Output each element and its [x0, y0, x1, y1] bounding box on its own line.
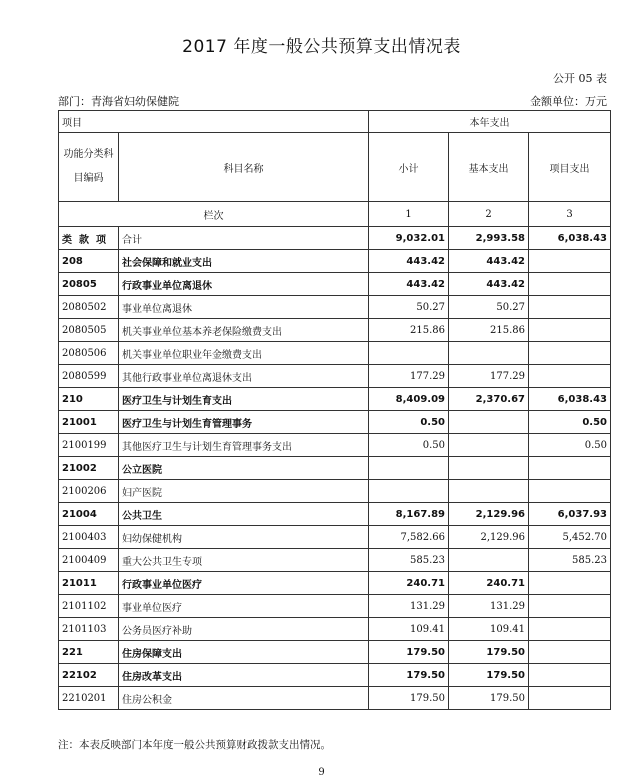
row-code: 2101102: [59, 595, 119, 618]
row-name: 公务员医疗补助: [119, 618, 369, 641]
row-name: 行政事业单位医疗: [119, 572, 369, 595]
row-project: [529, 365, 611, 388]
table-row: [59, 457, 611, 480]
column-index-2: 2: [449, 202, 529, 227]
header-basic: 基本支出: [449, 133, 529, 202]
row-basic: 179.50: [449, 687, 529, 710]
row-subtotal: 179.50: [369, 641, 449, 664]
row-basic: 443.42: [449, 250, 529, 273]
row-subtotal: 7,582.66: [369, 526, 449, 549]
row-name: 其他医疗卫生与计划生育管理事务支出: [119, 434, 369, 457]
row-code: 2080505: [59, 319, 119, 342]
row-subtotal: 8,409.09: [369, 388, 449, 411]
row-project: 6,038.43: [529, 388, 611, 411]
row-code: 210: [59, 388, 119, 411]
row-basic: 240.71: [449, 572, 529, 595]
row-subtotal: 179.50: [369, 664, 449, 687]
row-code: 2100403: [59, 526, 119, 549]
table-row: [59, 503, 611, 526]
column-index-label: 栏次: [59, 202, 369, 227]
row-name: 医疗卫生与计划生育支出: [119, 388, 369, 411]
header-row-2: [59, 133, 611, 202]
row-subtotal: [369, 457, 449, 480]
row-name: 行政事业单位离退休: [119, 273, 369, 296]
row-basic: [449, 457, 529, 480]
row-subtotal: 179.50: [369, 687, 449, 710]
row-basic: 109.41: [449, 618, 529, 641]
row-subtotal: [369, 342, 449, 365]
row-name: 妇幼保健机构: [119, 526, 369, 549]
row-project: [529, 641, 611, 664]
row-basic: [449, 411, 529, 434]
unit-label: 金额单位：万元: [530, 95, 607, 108]
row-code: 221: [59, 641, 119, 664]
row-code: 21001: [59, 411, 119, 434]
row-project: 0.50: [529, 434, 611, 457]
row-code: 2080506: [59, 342, 119, 365]
table-row: [59, 296, 611, 319]
row-project: [529, 618, 611, 641]
table-row: [59, 618, 611, 641]
row-name: 机关事业单位基本养老保险缴费支出: [119, 319, 369, 342]
total-subtotal: 9,032.01: [369, 227, 449, 250]
header-item: 项目: [59, 111, 369, 133]
row-project: [529, 595, 611, 618]
row-project: [529, 687, 611, 710]
table-row: [59, 319, 611, 342]
row-name: 公立医院: [119, 457, 369, 480]
row-name: 住房公积金: [119, 687, 369, 710]
form-number: 公开 05 表: [553, 72, 607, 85]
column-index-3: 3: [529, 202, 611, 227]
row-subtotal: 0.50: [369, 434, 449, 457]
row-code: 21002: [59, 457, 119, 480]
department-label: 部门：青海省妇幼保健院: [58, 95, 179, 108]
xiang-label: 项: [96, 234, 106, 246]
row-subtotal: 585.23: [369, 549, 449, 572]
row-project: [529, 250, 611, 273]
header-project: 项目支出: [529, 133, 611, 202]
table-row: [59, 388, 611, 411]
column-index-1: 1: [369, 202, 449, 227]
total-row: [59, 227, 611, 250]
total-project: 6,038.43: [529, 227, 611, 250]
row-name: 社会保障和就业支出: [119, 250, 369, 273]
row-basic: [449, 434, 529, 457]
row-subtotal: 109.41: [369, 618, 449, 641]
row-project: [529, 319, 611, 342]
row-subtotal: 177.29: [369, 365, 449, 388]
row-code: 21004: [59, 503, 119, 526]
row-name: 其他行政事业单位离退休支出: [119, 365, 369, 388]
row-basic: [449, 480, 529, 503]
row-name: 事业单位离退休: [119, 296, 369, 319]
row-project: [529, 572, 611, 595]
lei-label: 类: [62, 234, 72, 246]
row-project: [529, 480, 611, 503]
row-basic: 215.86: [449, 319, 529, 342]
row-basic: 443.42: [449, 273, 529, 296]
row-basic: [449, 549, 529, 572]
row-project: 5,452.70: [529, 526, 611, 549]
row-code: 20805: [59, 273, 119, 296]
table-row: [59, 687, 611, 710]
table-row: [59, 641, 611, 664]
row-subtotal: 215.86: [369, 319, 449, 342]
row-code: 2080502: [59, 296, 119, 319]
row-subtotal: 131.29: [369, 595, 449, 618]
row-basic: 2,129.96: [449, 503, 529, 526]
row-basic: [449, 342, 529, 365]
row-code: 22102: [59, 664, 119, 687]
row-name: 机关事业单位职业年金缴费支出: [119, 342, 369, 365]
table-row: [59, 595, 611, 618]
page-number: 9: [318, 767, 325, 778]
table-row: [59, 434, 611, 457]
row-project: 585.23: [529, 549, 611, 572]
page-title: 2017 年度一般公共预算支出情况表: [182, 37, 461, 57]
footnote: 注：本表反映部门本年度一般公共预算财政拨款支出情况。: [58, 739, 331, 751]
row-code: 2210201: [59, 687, 119, 710]
row-code: 2100199: [59, 434, 119, 457]
row-project: 6,037.93: [529, 503, 611, 526]
header-current-year: 本年支出: [369, 111, 611, 133]
header-row-1: [59, 111, 611, 133]
kuan-label: 款: [79, 234, 89, 246]
row-basic: 179.50: [449, 664, 529, 687]
table-row: [59, 572, 611, 595]
row-code: 2101103: [59, 618, 119, 641]
row-name: 住房保障支出: [119, 641, 369, 664]
row-name: 事业单位医疗: [119, 595, 369, 618]
row-name: 公共卫生: [119, 503, 369, 526]
row-project: 0.50: [529, 411, 611, 434]
table-row: [59, 365, 611, 388]
header-subtotal: 小计: [369, 133, 449, 202]
row-project: [529, 296, 611, 319]
row-basic: 2,129.96: [449, 526, 529, 549]
lei-kuan-xiang: [59, 227, 119, 250]
table-row: [59, 273, 611, 296]
row-code: 208: [59, 250, 119, 273]
row-code: 2080599: [59, 365, 119, 388]
total-label: 合计: [119, 227, 369, 250]
row-subtotal: [369, 480, 449, 503]
row-name: 医疗卫生与计划生育管理事务: [119, 411, 369, 434]
table-row: [59, 526, 611, 549]
total-basic: 2,993.58: [449, 227, 529, 250]
table-row: [59, 664, 611, 687]
row-basic: 2,370.67: [449, 388, 529, 411]
table-row: [59, 250, 611, 273]
table-row: [59, 549, 611, 572]
row-code: 2100206: [59, 480, 119, 503]
table-row: [59, 342, 611, 365]
row-name: 住房改革支出: [119, 664, 369, 687]
row-subtotal: 50.27: [369, 296, 449, 319]
header-subject-name: 科目名称: [119, 133, 369, 202]
row-name: 重大公共卫生专项: [119, 549, 369, 572]
row-subtotal: 0.50: [369, 411, 449, 434]
table-row: [59, 480, 611, 503]
row-basic: 179.50: [449, 641, 529, 664]
row-code: 21011: [59, 572, 119, 595]
row-code: 2100409: [59, 549, 119, 572]
row-subtotal: 443.42: [369, 250, 449, 273]
row-project: [529, 342, 611, 365]
row-name: 妇产医院: [119, 480, 369, 503]
row-project: [529, 664, 611, 687]
row-subtotal: 8,167.89: [369, 503, 449, 526]
table-row: [59, 411, 611, 434]
header-func-code: 功能分类科目编码: [59, 133, 119, 202]
budget-table: [58, 110, 611, 710]
row-project: [529, 273, 611, 296]
row-basic: 131.29: [449, 595, 529, 618]
row-subtotal: 240.71: [369, 572, 449, 595]
row-subtotal: 443.42: [369, 273, 449, 296]
row-basic: 50.27: [449, 296, 529, 319]
row-basic: 177.29: [449, 365, 529, 388]
row-project: [529, 457, 611, 480]
column-index-row: [59, 202, 611, 227]
